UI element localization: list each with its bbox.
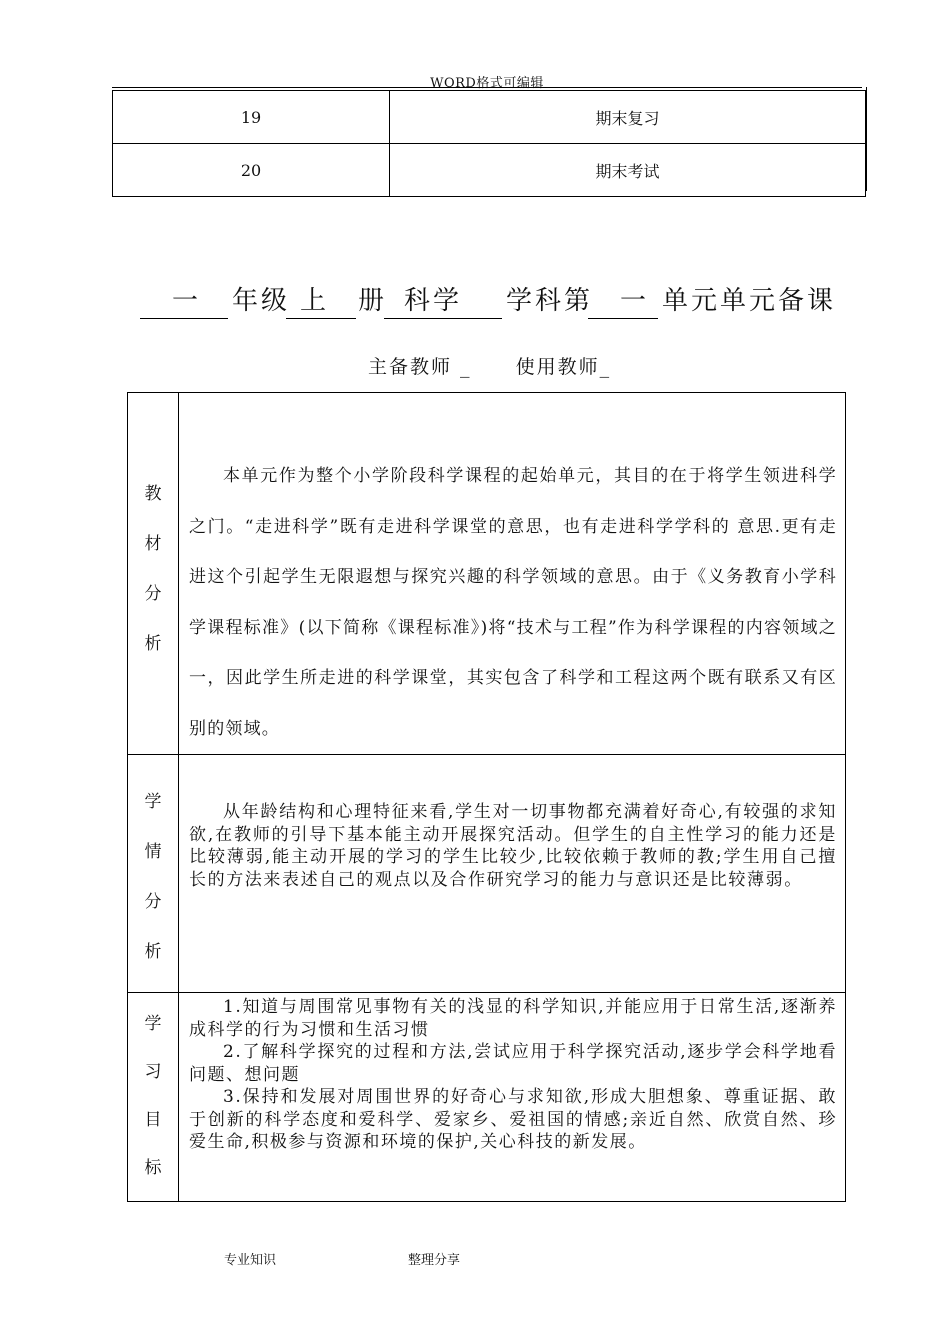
student-situation-text: 从年龄结构和心理特征来看,学生对一切事物都充满着好奇心,有较强的求知欲,在教师的引导下基本能主动开展探究活动。但学生的自主性学习的能力还是比较薄弱,能主动开展的学习的学生比较少,比较依赖于教师的教;学生用自己擅长的方法来表述自己的观点以及合作研究学习的能力与意识还是比较薄弱。 [189, 802, 837, 890]
title-unit: 一 [620, 286, 650, 316]
user-teacher-label: 使用教师_ [515, 356, 612, 378]
label-char: 学 [144, 792, 162, 812]
student-situation-row [128, 755, 846, 993]
label-char: 材 [144, 534, 162, 554]
material-analysis-text: 本单元作为整个小学阶段科学课程的起始单元，其目的在于将学生领进科学之门。“走进科学”既有走进科学课堂的意思，也有走进科学学科的 意思.更有走进这个引起学生无限遐想与探究兴趣的科学领域的意思。由于《义务教育小学科学课程标准》(以下简称《课程标准》)将“技术与工程”作为科学课程的内容领域之一，因此学生所走进的科学课堂，其实包含了科学和工程这两个既有联系又有区别的领域。 [189, 466, 837, 739]
title-grade: 一 [172, 286, 202, 316]
goal-item: 1.知道与周围常见事物有关的浅显的科学知识,并能应用于日常生活,逐渐养成科学的行为习惯和生活习惯 [189, 997, 837, 1040]
label-char: 情 [144, 842, 162, 862]
label-char: 目 [144, 1110, 162, 1130]
title-subject-suffix: 学科第 [506, 286, 594, 316]
goal-item: 2.了解科学探究的过程和方法,尝试应用于科学探究活动,逐步学会科学地看问题、想问题 [189, 1042, 837, 1085]
schedule-table [112, 90, 866, 197]
title-volume-suffix: 册 [358, 286, 388, 316]
label-char: 教 [144, 484, 162, 504]
material-analysis-cell [179, 393, 846, 755]
material-analysis-row [128, 393, 846, 755]
lead-teacher-label: 主备教师 _ [368, 356, 472, 378]
title-subject: 科学 [404, 286, 463, 316]
teacher-line [368, 352, 668, 379]
label-char: 学 [144, 1014, 162, 1034]
footer-left: 专业知识 [224, 1253, 277, 1268]
table-edge-mark [866, 87, 867, 191]
label-char: 析 [144, 634, 162, 654]
row-label [128, 993, 179, 1202]
page-title [140, 280, 840, 324]
week-cell: 19 [113, 91, 390, 144]
blank-underline [588, 318, 658, 319]
footer-right: 整理分享 [408, 1253, 461, 1268]
title-grade-suffix: 年级 [232, 286, 291, 316]
blank-underline [286, 318, 356, 319]
content-cell: 期末考试 [390, 144, 866, 197]
page-header: WORD格式可编辑 [430, 76, 544, 91]
row-label [128, 393, 179, 755]
label-char: 分 [144, 584, 162, 604]
student-situation-cell [179, 755, 846, 993]
blank-underline [384, 318, 502, 319]
title-unit-suffix: 单元单元备课 [662, 286, 837, 316]
blank-underline [140, 318, 228, 319]
row-label [128, 755, 179, 993]
table-row [113, 91, 866, 144]
header-rule [112, 87, 862, 88]
week-cell: 20 [113, 144, 390, 197]
label-char: 分 [144, 892, 162, 912]
lesson-plan-table [127, 392, 846, 1202]
label-char: 析 [144, 942, 162, 962]
learning-goals-cell [179, 993, 846, 1202]
learning-goals-row [128, 993, 846, 1202]
table-row [113, 144, 866, 197]
content-cell: 期末复习 [390, 91, 866, 144]
title-volume: 上 [300, 286, 330, 316]
label-char: 标 [144, 1158, 162, 1178]
label-char: 习 [144, 1062, 162, 1082]
goal-item: 3.保持和发展对周围世界的好奇心与求知欲,形成大胆想象、尊重证据、敢于创新的科学态度和爱科学、爱家乡、爱祖国的情感;亲近自然、欣赏自然、珍爱生命,积极参与资源和环境的保护,关心科技的新发展。 [189, 1087, 837, 1152]
